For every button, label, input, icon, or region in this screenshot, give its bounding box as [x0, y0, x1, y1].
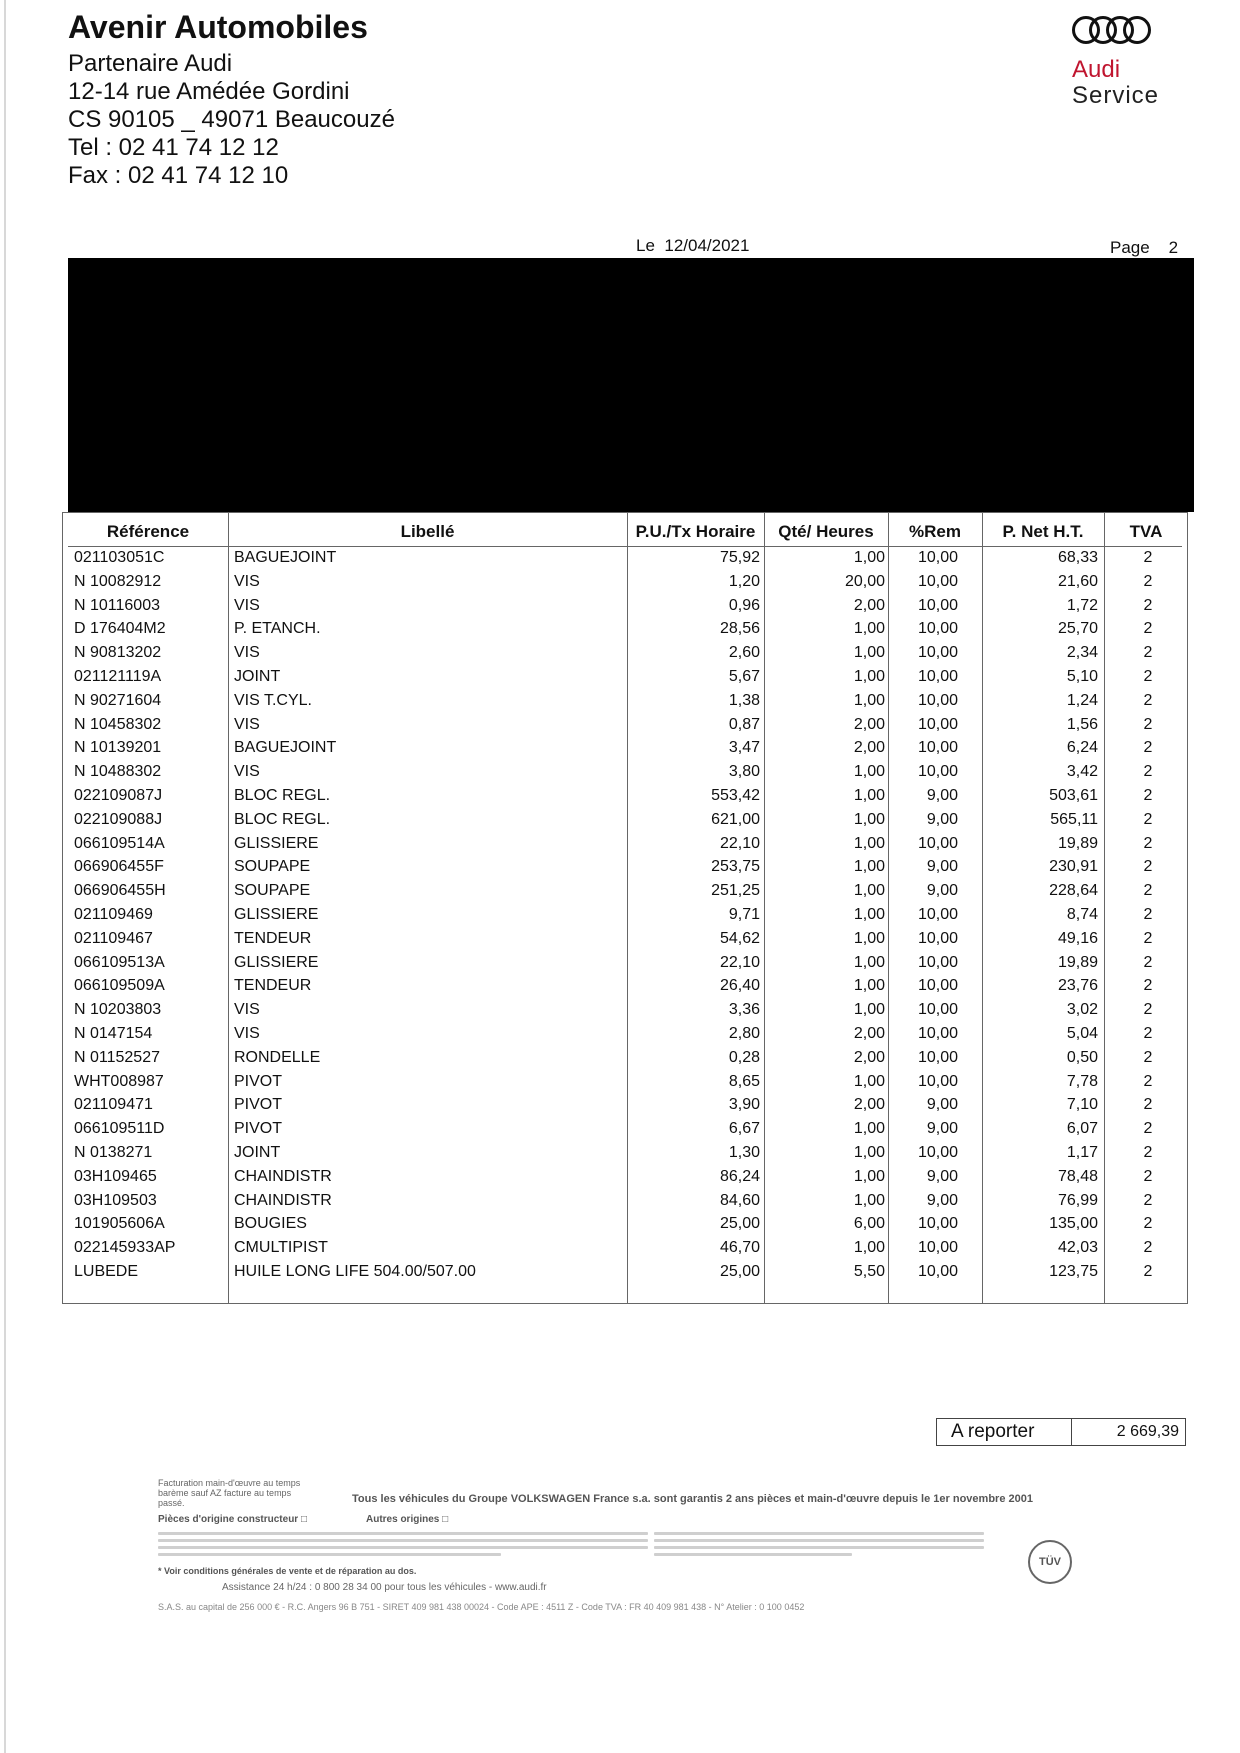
cell-rem: 10,00 — [917, 1239, 958, 1257]
cell-net: 42,03 — [1057, 1239, 1098, 1257]
cell-qte: 1,00 — [853, 691, 885, 709]
cell-net: 25,70 — [1057, 620, 1098, 638]
cell-qte: 5,50 — [853, 1262, 885, 1280]
cell-net: 1,72 — [1066, 596, 1098, 614]
cell-ref: WHT008987 — [74, 1072, 164, 1090]
cell-net: 1,17 — [1066, 1143, 1098, 1161]
cell-ref: 021121119A — [74, 667, 162, 685]
cell-ref: 022145933AP — [74, 1239, 176, 1257]
cell-tva: 2 — [1143, 810, 1153, 828]
cell-net: 78,48 — [1057, 1167, 1098, 1185]
cell-net: 5,10 — [1066, 667, 1098, 685]
cell-qte: 2,00 — [853, 715, 885, 733]
cell-ref: 03H109465 — [74, 1167, 157, 1185]
cell-ref: 066109514A — [74, 834, 165, 852]
pieces-origine-label: Pièces d'origine constructeur — [158, 1514, 299, 1525]
cell-qte: 1,00 — [853, 1120, 885, 1138]
cell-lib: HUILE LONG LIFE 504.00/507.00 — [234, 1262, 476, 1280]
cell-tva: 2 — [1143, 834, 1153, 852]
cell-qte: 1,00 — [853, 953, 885, 971]
cell-rem: 10,00 — [917, 929, 958, 947]
cell-tva: 2 — [1143, 596, 1153, 614]
cell-lib: SOUPAPE — [234, 858, 311, 876]
cell-tva: 2 — [1143, 620, 1153, 638]
table-row — [0, 927, 1240, 951]
cell-tva: 2 — [1143, 715, 1153, 733]
cell-rem: 10,00 — [917, 1215, 958, 1233]
cell-qte: 1,00 — [853, 620, 885, 638]
footer-legal: S.A.S. au capital de 256 000 € - R.C. Angers 96 B 751 - SIRET 409 981 438 00024 - Code APE : 4511 Z - Code TVA : FR 40 409 981 438 - N° Atelier : 0 100 0452 — [158, 1602, 805, 1612]
cell-qte: 20,00 — [844, 572, 885, 590]
cell-net: 5,04 — [1066, 1024, 1098, 1042]
header-pu: P.U./Tx Horaire — [635, 522, 756, 541]
table-row — [0, 570, 1240, 594]
cell-rem: 9,00 — [926, 1096, 958, 1114]
cell-qte: 1,00 — [853, 763, 885, 781]
cell-qte: 1,00 — [853, 858, 885, 876]
cell-ref: 021109467 — [74, 929, 153, 947]
cell-ref: 066906455F — [74, 858, 164, 876]
table-row — [0, 1189, 1240, 1213]
cell-net: 1,24 — [1066, 691, 1098, 709]
cell-pu: 5,67 — [728, 667, 760, 685]
audi-rings-icon — [1072, 14, 1162, 44]
carry-forward-value: 2 669,39 — [1116, 1423, 1179, 1440]
cell-tva: 2 — [1143, 644, 1153, 662]
cell-qte: 1,00 — [853, 667, 885, 685]
table-row — [0, 903, 1240, 927]
cell-ref: N 10488302 — [74, 763, 162, 781]
cell-rem: 10,00 — [917, 1024, 958, 1042]
cell-lib: TENDEUR — [234, 977, 312, 995]
cell-pu: 6,67 — [728, 1120, 760, 1138]
cell-ref: N 0138271 — [74, 1143, 153, 1161]
table-row — [0, 832, 1240, 856]
company-street: 12-14 rue Amédée Gordini — [68, 78, 350, 105]
cell-rem: 9,00 — [926, 786, 958, 804]
cell-ref: N 10139201 — [74, 739, 162, 757]
cell-pu: 22,10 — [719, 834, 760, 852]
cell-qte: 1,00 — [853, 882, 885, 900]
cell-qte: 1,00 — [853, 549, 885, 566]
table-row — [0, 1022, 1240, 1046]
cell-net: 6,07 — [1066, 1120, 1098, 1138]
cell-pu: 3,47 — [728, 739, 760, 757]
cell-rem: 10,00 — [917, 549, 958, 566]
cell-pu: 1,30 — [728, 1143, 760, 1161]
cell-net: 0,50 — [1066, 1048, 1098, 1066]
cell-pu: 46,70 — [719, 1239, 760, 1257]
table-row — [0, 1046, 1240, 1070]
cell-lib: RONDELLE — [234, 1048, 321, 1066]
cell-ref: N 90813202 — [74, 644, 162, 662]
cell-rem: 10,00 — [917, 834, 958, 852]
page-label: Page — [1110, 238, 1150, 257]
table-row — [0, 1165, 1240, 1189]
footer-fine-print-left — [158, 1532, 648, 1560]
cell-net: 8,74 — [1066, 905, 1098, 923]
cell-net: 19,89 — [1057, 834, 1098, 852]
cell-qte: 1,00 — [853, 905, 885, 923]
cell-tva: 2 — [1143, 739, 1153, 757]
cell-pu: 2,60 — [728, 644, 760, 662]
cell-rem: 10,00 — [917, 572, 958, 590]
cell-lib: VIS — [234, 1001, 260, 1019]
cell-tva: 2 — [1143, 691, 1153, 709]
cell-pu: 25,00 — [719, 1215, 760, 1233]
cell-net: 23,76 — [1057, 977, 1098, 995]
autres-origines-checkbox: □ — [442, 1514, 449, 1525]
table-row — [0, 951, 1240, 975]
cell-qte: 2,00 — [853, 739, 885, 757]
cell-lib: VIS — [234, 715, 260, 733]
cell-tva: 2 — [1143, 1262, 1153, 1280]
cell-pu: 1,38 — [728, 691, 760, 709]
cell-rem: 10,00 — [917, 1143, 958, 1161]
cell-lib: JOINT — [234, 667, 281, 685]
cell-net: 230,91 — [1049, 858, 1098, 876]
cell-rem: 10,00 — [917, 763, 958, 781]
cell-lib: CMULTIPIST — [234, 1239, 328, 1257]
company-fax: Fax : 02 41 74 12 10 — [68, 162, 289, 189]
cell-tva: 2 — [1143, 667, 1153, 685]
table-row — [0, 665, 1240, 689]
header-tva: TVA — [1129, 522, 1163, 541]
cell-pu: 75,92 — [719, 549, 760, 566]
cell-tva: 2 — [1143, 953, 1153, 971]
table-row — [0, 1236, 1240, 1260]
cell-lib: CHAINDISTR — [234, 1167, 332, 1185]
cell-qte: 2,00 — [853, 1024, 885, 1042]
header-net: P. Net H.T. — [1002, 522, 1084, 541]
cell-ref: 022109087J — [74, 786, 163, 804]
table-row — [0, 594, 1240, 618]
cell-lib: VIS — [234, 596, 260, 614]
cell-net: 2,34 — [1066, 644, 1098, 662]
cell-rem: 9,00 — [926, 882, 958, 900]
cell-lib: TENDEUR — [234, 929, 312, 947]
footer-facturation: Facturation main-d'œuvre au temps barème sauf AZ facture au temps passé. — [158, 1478, 301, 1508]
date-value: 12/04/2021 — [664, 236, 750, 255]
table-row — [0, 784, 1240, 808]
cell-ref: N 10082912 — [74, 572, 162, 590]
cell-qte: 1,00 — [853, 929, 885, 947]
cell-tva: 2 — [1143, 1167, 1153, 1185]
cell-lib: VIS — [234, 644, 260, 662]
header-reference: Référence — [106, 522, 190, 541]
page-number — [1110, 238, 1178, 258]
company-partner: Partenaire Audi — [68, 50, 233, 77]
cell-lib: VIS T.CYL. — [234, 691, 312, 709]
cell-net: 76,99 — [1057, 1191, 1098, 1209]
company-city: CS 90105 _ 49071 Beaucouzé — [68, 106, 395, 133]
cell-qte: 1,00 — [853, 1143, 885, 1161]
page-value: 2 — [1168, 238, 1179, 257]
autres-origines-label: Autres origines — [366, 1514, 440, 1525]
table-row — [0, 617, 1240, 641]
cell-qte: 2,00 — [853, 596, 885, 614]
table-row — [0, 1070, 1240, 1094]
cell-pu: 253,75 — [711, 858, 760, 876]
table-row — [0, 1093, 1240, 1117]
cell-ref: 021109469 — [74, 905, 153, 923]
cell-net: 7,10 — [1066, 1096, 1098, 1114]
cell-qte: 1,00 — [853, 1239, 885, 1257]
cell-pu: 28,56 — [719, 620, 760, 638]
cell-rem: 9,00 — [926, 1120, 958, 1138]
cell-tva: 2 — [1143, 1024, 1153, 1042]
logo-brand: Audi — [1072, 56, 1121, 83]
cell-lib: PIVOT — [234, 1096, 283, 1114]
cell-tva: 2 — [1143, 1215, 1153, 1233]
table-row — [0, 1117, 1240, 1141]
cell-qte: 1,00 — [853, 810, 885, 828]
cell-lib: JOINT — [234, 1143, 281, 1161]
table-row — [0, 641, 1240, 665]
header-qte: Qté/ Heures — [778, 522, 874, 541]
footer-pieces-origine — [158, 1514, 307, 1525]
header-libelle: Libellé — [400, 522, 455, 541]
cell-rem: 9,00 — [926, 1167, 958, 1185]
cell-net: 49,16 — [1057, 929, 1098, 947]
cell-ref: N 01152527 — [74, 1048, 160, 1066]
cell-lib: VIS — [234, 1024, 260, 1042]
cell-ref: 066109511D — [74, 1120, 165, 1138]
cell-tva: 2 — [1143, 1096, 1153, 1114]
cell-tva: 2 — [1143, 1120, 1153, 1138]
cell-lib: BOUGIES — [234, 1215, 307, 1233]
audi-service-logo — [1060, 14, 1180, 134]
cell-net: 19,89 — [1057, 953, 1098, 971]
table-row — [0, 855, 1240, 879]
cell-net: 21,60 — [1057, 572, 1098, 590]
cell-ref: 066906455H — [74, 882, 166, 900]
cell-net: 3,02 — [1066, 1001, 1098, 1019]
footer-guarantee: Tous les véhicules du Groupe VOLKSWAGEN France s.a. sont garantis 2 ans pièces et main-d'œuvre depuis le 1er novembre 2001 — [352, 1493, 1033, 1505]
cell-ref: N 10116003 — [74, 596, 160, 614]
cell-lib: VIS — [234, 572, 260, 590]
footer-conditions: * Voir conditions générales de vente et de réparation au dos. — [158, 1566, 417, 1576]
cell-lib: P. ETANCH. — [234, 620, 321, 638]
table-row — [0, 760, 1240, 784]
cell-tva: 2 — [1143, 763, 1153, 781]
cell-pu: 251,25 — [711, 882, 760, 900]
table-body — [0, 546, 1240, 1284]
cell-rem: 10,00 — [917, 739, 958, 757]
footer-assistance: Assistance 24 h/24 : 0 800 28 34 00 pour tous les véhicules - www.audi.fr — [222, 1582, 547, 1593]
cell-rem: 9,00 — [926, 858, 958, 876]
cell-pu: 2,80 — [728, 1024, 760, 1042]
cell-tva: 2 — [1143, 882, 1153, 900]
cell-rem: 10,00 — [917, 953, 958, 971]
cell-net: 135,00 — [1049, 1215, 1098, 1233]
cell-net: 228,64 — [1049, 882, 1098, 900]
cell-rem: 10,00 — [917, 905, 958, 923]
cell-pu: 84,60 — [719, 1191, 760, 1209]
cell-qte: 1,00 — [853, 1191, 885, 1209]
cell-lib: BLOC REGL. — [234, 810, 331, 828]
cell-net: 6,24 — [1066, 739, 1098, 757]
cell-qte: 2,00 — [853, 1048, 885, 1066]
cell-lib: CHAINDISTR — [234, 1191, 332, 1209]
table-row — [0, 879, 1240, 903]
tuv-seal-icon: TÜV — [1028, 1540, 1072, 1584]
cell-ref: D 176404M2 — [74, 620, 166, 638]
cell-lib: BAGUEJOINT — [234, 739, 337, 757]
cell-rem: 10,00 — [917, 644, 958, 662]
footer-autres-origines — [366, 1514, 448, 1525]
cell-qte: 1,00 — [853, 786, 885, 804]
cell-pu: 3,80 — [728, 763, 760, 781]
cell-rem: 10,00 — [917, 691, 958, 709]
cell-ref: N 90271604 — [74, 691, 162, 709]
cell-pu: 0,87 — [728, 715, 760, 733]
cell-pu: 0,96 — [728, 596, 760, 614]
cell-pu: 553,42 — [711, 786, 760, 804]
cell-net: 68,33 — [1057, 549, 1098, 566]
cell-rem: 10,00 — [917, 667, 958, 685]
cell-ref: N 10203803 — [74, 1001, 162, 1019]
cell-lib: BLOC REGL. — [234, 786, 331, 804]
cell-net: 503,61 — [1049, 786, 1098, 804]
cell-qte: 1,00 — [853, 1167, 885, 1185]
cell-ref: 066109513A — [74, 953, 165, 971]
company-block — [68, 8, 395, 190]
cell-tva: 2 — [1143, 1239, 1153, 1257]
date-label: Le — [636, 236, 655, 255]
cell-qte: 1,00 — [853, 834, 885, 852]
cell-ref: N 0147154 — [74, 1024, 153, 1042]
company-phone: Tel : 02 41 74 12 12 — [68, 134, 279, 161]
pieces-origine-checkbox: □ — [300, 1514, 308, 1525]
redacted-block — [68, 258, 1194, 512]
cell-pu: 54,62 — [719, 929, 760, 947]
company-name: Avenir Automobiles — [68, 9, 368, 45]
cell-rem: 10,00 — [917, 620, 958, 638]
cell-ref: 021109471 — [74, 1096, 153, 1114]
cell-lib: GLISSIERE — [234, 953, 319, 971]
cell-ref: 021103051C — [74, 549, 165, 566]
table-row — [0, 998, 1240, 1022]
cell-net: 7,78 — [1066, 1072, 1098, 1090]
table-row — [0, 713, 1240, 737]
cell-pu: 621,00 — [711, 810, 760, 828]
footer — [158, 1478, 1124, 1620]
table-row — [0, 1141, 1240, 1165]
table-row — [0, 546, 1240, 570]
cell-pu: 86,24 — [719, 1167, 760, 1185]
cell-pu: 8,65 — [728, 1072, 760, 1090]
cell-rem: 9,00 — [926, 1191, 958, 1209]
cell-net: 565,11 — [1050, 810, 1098, 828]
cell-pu: 0,28 — [728, 1048, 760, 1066]
document-date — [636, 236, 749, 256]
cell-tva: 2 — [1143, 1072, 1153, 1090]
cell-lib: VIS — [234, 763, 260, 781]
cell-pu: 26,40 — [719, 977, 760, 995]
cell-net: 123,75 — [1049, 1262, 1098, 1280]
cell-lib: BAGUEJOINT — [234, 549, 337, 566]
cell-tva: 2 — [1143, 1191, 1153, 1209]
cell-rem: 9,00 — [926, 810, 958, 828]
cell-net: 3,42 — [1066, 763, 1098, 781]
cell-net: 1,56 — [1066, 715, 1098, 733]
cell-tva: 2 — [1143, 905, 1153, 923]
cell-qte: 1,00 — [853, 1001, 885, 1019]
cell-pu: 25,00 — [719, 1262, 760, 1280]
table-row — [0, 808, 1240, 832]
cell-lib: GLISSIERE — [234, 834, 319, 852]
cell-lib: PIVOT — [234, 1072, 283, 1090]
cell-lib: PIVOT — [234, 1120, 283, 1138]
cell-pu: 3,90 — [728, 1096, 760, 1114]
cell-tva: 2 — [1143, 977, 1153, 995]
cell-pu: 9,71 — [728, 905, 760, 923]
cell-pu: 1,20 — [728, 572, 760, 590]
cell-lib: GLISSIERE — [234, 905, 319, 923]
cell-tva: 2 — [1143, 1001, 1153, 1019]
cell-rem: 10,00 — [917, 715, 958, 733]
cell-ref: 066109509A — [74, 977, 165, 995]
cell-qte: 1,00 — [853, 1072, 885, 1090]
table-row — [0, 1212, 1240, 1236]
table-row — [0, 736, 1240, 760]
logo-service: Service — [1072, 82, 1160, 109]
cell-rem: 10,00 — [917, 977, 958, 995]
cell-qte: 1,00 — [853, 977, 885, 995]
cell-rem: 10,00 — [917, 1262, 958, 1280]
cell-tva: 2 — [1143, 1048, 1153, 1066]
cell-qte: 2,00 — [853, 1096, 885, 1114]
table-row — [0, 689, 1240, 713]
cell-qte: 1,00 — [853, 644, 885, 662]
header-remise: %Rem — [909, 522, 961, 541]
cell-lib: SOUPAPE — [234, 882, 311, 900]
cell-rem: 10,00 — [917, 1001, 958, 1019]
footer-fine-print-right — [654, 1532, 984, 1560]
cell-pu: 22,10 — [719, 953, 760, 971]
cell-qte: 6,00 — [853, 1215, 885, 1233]
carry-forward-label: A reporter — [937, 1419, 1072, 1445]
cell-rem: 10,00 — [917, 1072, 958, 1090]
cell-ref: LUBEDE — [74, 1262, 139, 1280]
cell-tva: 2 — [1143, 572, 1153, 590]
cell-tva: 2 — [1143, 858, 1153, 876]
cell-rem: 10,00 — [917, 596, 958, 614]
cell-pu: 3,36 — [728, 1001, 760, 1019]
cell-ref: 022109088J — [74, 810, 163, 828]
carry-forward-box — [936, 1418, 1186, 1446]
cell-tva: 2 — [1143, 786, 1153, 804]
table-row — [0, 974, 1240, 998]
cell-ref: 101905606A — [74, 1215, 165, 1233]
cell-tva: 2 — [1143, 929, 1153, 947]
cell-rem: 10,00 — [917, 1048, 958, 1066]
cell-tva: 2 — [1143, 1143, 1153, 1161]
cell-ref: 03H109503 — [74, 1191, 157, 1209]
table-row — [0, 1260, 1240, 1284]
cell-ref: N 10458302 — [74, 715, 162, 733]
cell-tva: 2 — [1143, 549, 1153, 566]
